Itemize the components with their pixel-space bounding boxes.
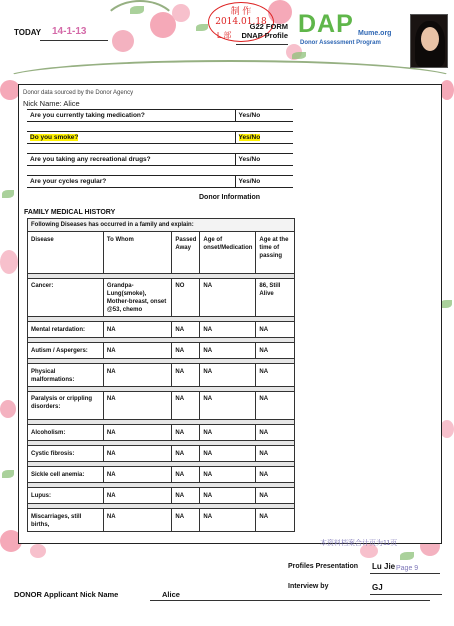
- column-header: Passed Away: [172, 232, 200, 274]
- form-title-line2: DNAP Profile: [241, 31, 288, 40]
- disease-cell: Sickle cell anemia:: [28, 467, 104, 483]
- family-history-table: [27, 218, 295, 532]
- table-row: [28, 322, 295, 338]
- answer-text: Yes/No: [235, 132, 293, 144]
- disease-cell: Cystic fibrosis:: [28, 446, 104, 462]
- question-row: [27, 132, 293, 144]
- table-row: [28, 446, 295, 462]
- passed-cell: NA: [172, 488, 200, 504]
- onset-cell: NA: [200, 322, 256, 338]
- onset-cell: NA: [200, 509, 256, 532]
- donor-nick-name-value: Alice: [162, 590, 180, 599]
- passed-cell: NA: [172, 467, 200, 483]
- page-header: [0, 0, 454, 80]
- stamp-date: 2014.01.18: [215, 17, 267, 27]
- age-cell: NA: [256, 343, 295, 359]
- table-row: [28, 509, 295, 532]
- table-row: [28, 392, 295, 420]
- donor-data-title: Donor data sourced by the Donor Agency: [23, 90, 134, 96]
- question-text: Are you currently taking medication?: [27, 110, 235, 122]
- family-history-title: FAMILY MEDICAL HISTORY: [24, 209, 116, 216]
- whom-cell: Grandpa-Lung(smoke), Mother-breast, onset @53, chemo: [103, 279, 171, 317]
- donor-information-label: Donor Information: [199, 194, 261, 201]
- stamp-top-text: 制 作: [230, 6, 252, 16]
- question-row: [27, 110, 293, 122]
- column-header: Disease: [28, 232, 104, 274]
- disease-cell: Cancer:: [28, 279, 104, 317]
- today-value: 14-1-13: [52, 26, 87, 37]
- onset-cell: NA: [200, 467, 256, 483]
- whom-cell: NA: [103, 446, 171, 462]
- logo-sub: Mume.org: [358, 30, 392, 37]
- onset-cell: NA: [200, 488, 256, 504]
- answer-text: Yes/No: [235, 154, 293, 166]
- age-cell: 86, Still Alive: [256, 279, 295, 317]
- age-cell: NA: [256, 364, 295, 387]
- disease-cell: Miscarriages, still births,: [28, 509, 104, 532]
- profiles-presentation-label: Profiles Presentation: [288, 563, 359, 570]
- table-caption-row: [28, 219, 295, 232]
- disease-cell: Mental retardation:: [28, 322, 104, 338]
- form-title-underline: [236, 44, 288, 45]
- stamp-bottom-text: L 部: [217, 31, 232, 40]
- passed-cell: NA: [172, 343, 200, 359]
- whom-cell: NA: [103, 343, 171, 359]
- age-cell: NA: [256, 446, 295, 462]
- passed-cell: NA: [172, 392, 200, 420]
- profile-frame: [18, 84, 442, 544]
- whom-cell: NA: [103, 322, 171, 338]
- whom-cell: NA: [103, 392, 171, 420]
- whom-cell: NA: [103, 425, 171, 441]
- age-cell: NA: [256, 322, 295, 338]
- disease-cell: Autism / Aspergers:: [28, 343, 104, 359]
- question-text: Are your cycles regular?: [27, 176, 235, 188]
- passed-cell: NA: [172, 446, 200, 462]
- interview-by-value: GJ: [372, 583, 383, 592]
- today-underline: [40, 40, 108, 41]
- passed-cell: NA: [172, 322, 200, 338]
- disease-cell: Alcoholism:: [28, 425, 104, 441]
- table-row: [28, 488, 295, 504]
- profiles-presentation-value: Lu Jie: [372, 562, 396, 571]
- question-row: [27, 154, 293, 166]
- question-text: Do you smoke?: [27, 132, 235, 144]
- question-text: Are you taking any recreational drugs?: [27, 154, 235, 166]
- logo-tagline: Donor Assessment Program: [300, 40, 381, 46]
- answer-text: Yes/No: [235, 110, 293, 122]
- age-cell: NA: [256, 509, 295, 532]
- table-row: [28, 425, 295, 441]
- passed-cell: NA: [172, 425, 200, 441]
- today-label: TODAY: [14, 28, 42, 37]
- age-cell: NA: [256, 488, 295, 504]
- table-row: [28, 343, 295, 359]
- passed-cell: NA: [172, 509, 200, 532]
- interview-underline: [370, 594, 442, 595]
- whom-cell: NA: [103, 364, 171, 387]
- onset-cell: NA: [200, 343, 256, 359]
- question-row: [27, 176, 293, 188]
- onset-cell: NA: [200, 364, 256, 387]
- whom-cell: NA: [103, 467, 171, 483]
- table-caption: Following Diseases has occurred in a family and explain:: [28, 219, 295, 232]
- column-header: Age at the time of passing: [256, 232, 295, 274]
- table-row: [28, 279, 295, 317]
- table-row: [28, 364, 295, 387]
- table-row: [28, 467, 295, 483]
- onset-cell: NA: [200, 392, 256, 420]
- disease-cell: Paralysis or crippling disorders:: [28, 392, 104, 420]
- age-cell: NA: [256, 392, 295, 420]
- page-number: Page 9: [396, 565, 419, 572]
- donor-photo: [410, 14, 448, 68]
- donor-nick-name-label: DONOR Applicant Nick Name: [14, 590, 119, 599]
- disease-cell: Lupus:: [28, 488, 104, 504]
- table-header-row: [28, 232, 295, 274]
- total-pages-note: 本资料档案合计页为11页: [320, 540, 398, 547]
- onset-cell: NA: [200, 446, 256, 462]
- form-title-line1: G22 FORM: [249, 22, 288, 31]
- column-header: To Whom: [103, 232, 171, 274]
- donor-questions-table: [27, 109, 293, 188]
- profiles-underline: [370, 573, 440, 574]
- onset-cell: NA: [200, 279, 256, 317]
- donor-underline: [150, 600, 430, 601]
- whom-cell: NA: [103, 488, 171, 504]
- nick-name: Nick Name: Alice: [23, 99, 80, 108]
- form-title: [236, 22, 288, 40]
- logo-main: DAP: [298, 10, 354, 38]
- column-header: Age of onset/Medication: [200, 232, 256, 274]
- age-cell: NA: [256, 425, 295, 441]
- disease-cell: Physical malformations:: [28, 364, 104, 387]
- age-cell: NA: [256, 467, 295, 483]
- passed-cell: NO: [172, 279, 200, 317]
- whom-cell: NA: [103, 509, 171, 532]
- interview-by-label: Interview by: [288, 583, 329, 590]
- onset-cell: NA: [200, 425, 256, 441]
- passed-cell: NA: [172, 364, 200, 387]
- answer-text: Yes/No: [235, 176, 293, 188]
- dap-logo: [298, 10, 406, 50]
